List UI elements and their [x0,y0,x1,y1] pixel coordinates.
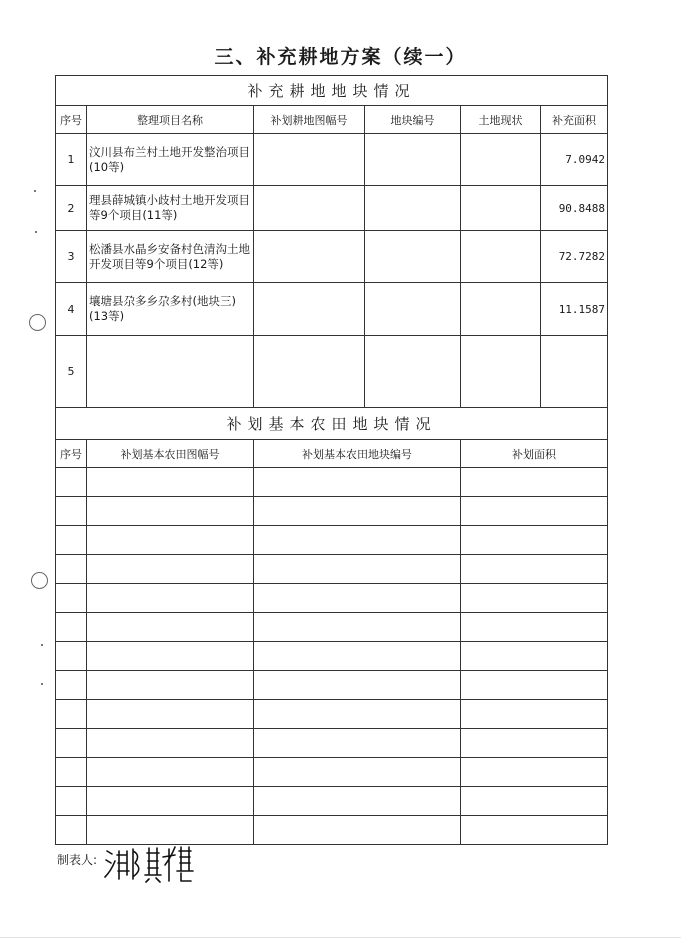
basic-farmland-header-row [56,440,608,468]
table-row [56,613,608,642]
row-project-name-line1: 壤塘县尕多乡尕多村(地块三) [89,294,236,308]
row-seq: 5 [56,336,87,408]
row-map-sheet [254,283,365,336]
row-land-status [461,283,541,336]
row-plot-number [365,336,461,408]
header-seq: 序号 [56,440,87,468]
scan-edge [0,937,681,938]
row-seq: 3 [56,231,87,283]
table-row [56,336,608,408]
row-area: 90.8488 [541,186,608,231]
header-seq: 序号 [56,106,87,134]
row-land-status [461,231,541,283]
table-row [56,729,608,758]
header-basic-plot-number: 补划基本农田地块编号 [254,440,461,468]
row-plot-number [365,186,461,231]
row-seq: 1 [56,134,87,186]
table-row [56,816,608,845]
table-row [56,671,608,700]
row-land-status [461,336,541,408]
scan-speck [41,683,43,685]
preparer-label: 制表人: [57,853,98,867]
table-row [56,700,608,729]
row-plot-number [365,283,461,336]
header-basic-map-sheet: 补划基本农田图幅号 [87,440,254,468]
table-row [56,283,608,336]
row-plot-number [365,134,461,186]
row-map-sheet [254,336,365,408]
section-title-farmland: 补充耕地地块情况 [56,76,608,106]
table-row [56,787,608,816]
row-seq: 2 [56,186,87,231]
table-row [56,584,608,613]
table-row [56,526,608,555]
row-seq: 4 [56,283,87,336]
table-row [56,468,608,497]
table-row [56,758,608,787]
row-map-sheet [254,134,365,186]
row-project-name-line2: (13等) [89,309,125,323]
scan-speck [35,231,37,233]
row-map-sheet [254,231,365,283]
page-title: 三、补充耕地方案（续一） [214,46,467,68]
table-row [56,134,608,186]
row-project-name [87,283,254,336]
table-row [56,555,608,584]
header-plot-number: 地块编号 [365,106,461,134]
scan-speck [41,644,43,646]
header-basic-area: 补划面积 [461,440,608,468]
header-map-sheet: 补划耕地图幅号 [254,106,365,134]
row-map-sheet [254,186,365,231]
binding-hole-bottom [31,572,48,589]
row-plot-number [365,231,461,283]
row-land-status [461,134,541,186]
header-land-status: 土地现状 [461,106,541,134]
row-project-name: 汶川县布兰村土地开发整治项目(10等) [87,134,254,186]
signature [103,843,195,883]
row-area: 7.0942 [541,134,608,186]
row-project-name [87,336,254,408]
row-area: 11.1587 [541,283,608,336]
table-row [56,642,608,671]
farmland-header-row [56,106,608,134]
table-row [56,186,608,231]
supplementary-farmland-table [55,75,608,845]
scan-speck [34,190,36,192]
section-title-basic-farmland: 补划基本农田地块情况 [56,408,608,440]
row-land-status [461,186,541,231]
row-project-name: 理县薛城镇小歧村土地开发项目等9个项目(11等) [87,186,254,231]
row-area: 72.7282 [541,231,608,283]
header-supplement-area: 补充面积 [541,106,608,134]
table-row [56,497,608,526]
header-project-name: 整理项目名称 [87,106,254,134]
row-project-name: 松潘县水晶乡安备村色清沟土地开发项目等9个项目(12等) [87,231,254,283]
row-area [541,336,608,408]
table-row [56,231,608,283]
binding-hole-top [29,314,46,331]
